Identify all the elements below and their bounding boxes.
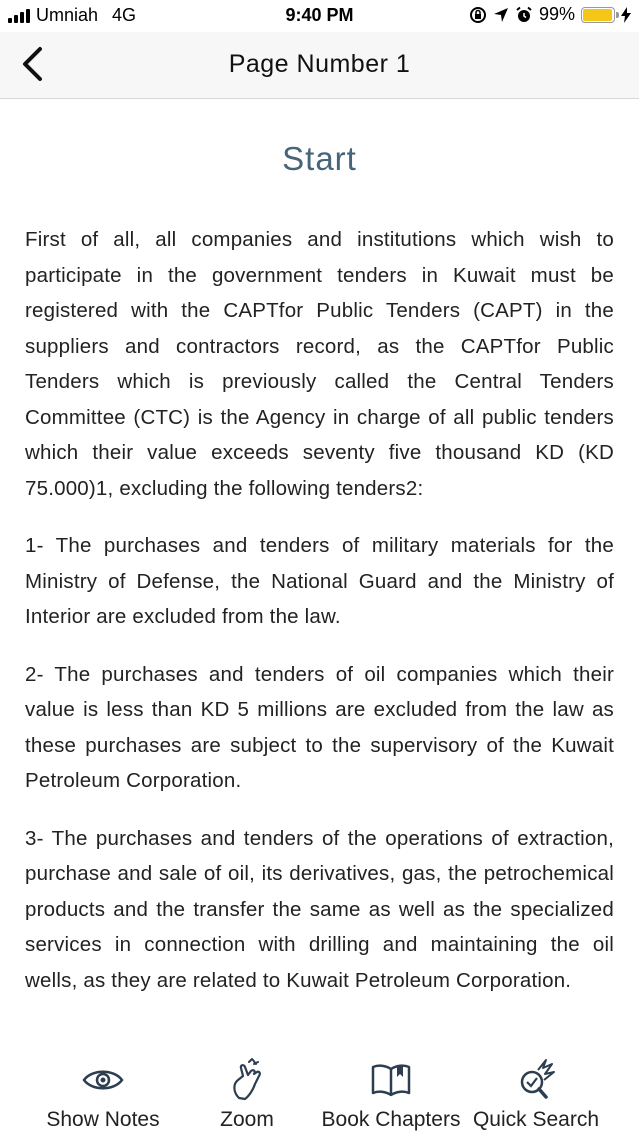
status-right xyxy=(469,4,631,25)
charging-bolt-icon xyxy=(621,7,631,23)
paragraph: 1- The purchases and tenders of military materials for the Ministry of Defense, the National Guard and the Ministry of Interior are excluded from the law. xyxy=(25,534,614,628)
page-title: Page Number 1 xyxy=(228,50,411,78)
book-icon xyxy=(370,1063,412,1097)
alarm-icon xyxy=(515,6,533,24)
status-bar xyxy=(0,0,639,32)
battery-icon xyxy=(581,7,615,23)
battery-percent: 99% xyxy=(538,4,575,24)
rotation-lock-icon xyxy=(469,6,487,24)
book-chapters-button[interactable] xyxy=(320,1058,462,1132)
paragraph: 3- The purchases and tenders of the operations of extraction, purchase and sale of oil, its derivatives, gas, the petrochemical products and the transfer the same as well as the specialized services in connection with drilling and maintaining the oil wells, as they are related to Kuwait Petroleum Corporation. xyxy=(25,826,614,992)
network-type: 4G xyxy=(112,5,137,25)
paragraph: First of all, all companies and institutions which wish to participate in the government tenders in Kuwait must be registered with the CAPTfor Public Tenders (CAPT) in the suppliers and contractors record, as the CAPTfor Public Tenders which is previously called the Central Tenders Committee (CTC) is the Agency in charge of all public tenders which their value exceeds seventy five thousand KD (KD 75.000)1, excluding the following tenders2: xyxy=(25,228,614,500)
status-time: 9:40 PM xyxy=(285,5,354,25)
zoom-label: Zoom xyxy=(220,1108,274,1131)
book-chapters-label: Book Chapters xyxy=(321,1108,461,1131)
quick-search-button[interactable] xyxy=(471,1058,601,1132)
pinch-zoom-icon xyxy=(229,1058,265,1102)
carrier-name: Umniah xyxy=(36,5,99,25)
show-notes-button[interactable] xyxy=(45,1058,161,1132)
bottom-toolbar xyxy=(0,1050,639,1136)
paragraph: 2- The purchases and tenders of oil companies which their value is less than KD 5 millions are excluded from the law as these purchases are subject to the supervisory of the Kuwait Petroleum Corporation. xyxy=(25,662,614,792)
show-notes-label: Show Notes xyxy=(46,1108,160,1131)
quick-search-icon xyxy=(516,1058,556,1102)
zoom-button[interactable] xyxy=(214,1058,280,1132)
quick-search-label: Quick Search xyxy=(472,1108,600,1131)
navigation-bar xyxy=(0,32,639,99)
location-arrow-icon xyxy=(493,7,509,23)
section-heading: Start xyxy=(282,140,357,177)
content-area[interactable] xyxy=(25,120,614,1020)
eye-icon xyxy=(82,1067,124,1093)
